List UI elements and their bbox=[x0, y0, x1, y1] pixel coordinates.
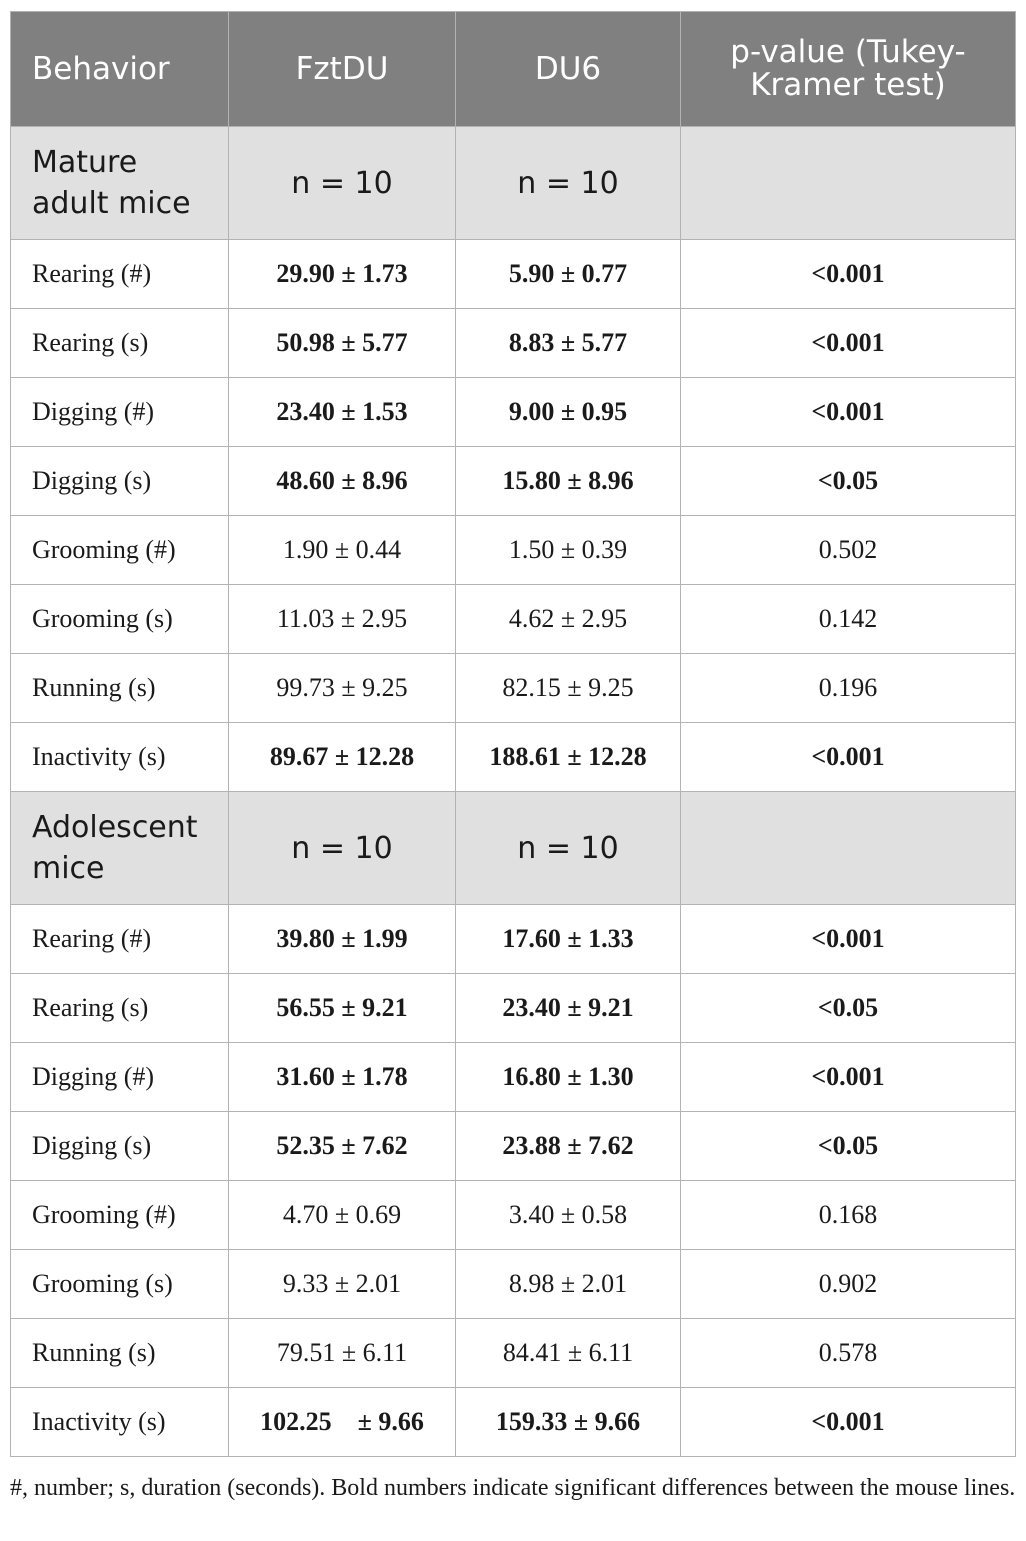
table-row bbox=[11, 309, 1016, 378]
table-row bbox=[11, 1319, 1016, 1388]
pvalue-cell: 0.142 bbox=[681, 585, 1016, 654]
behavior-cell: Digging (s) bbox=[11, 447, 229, 516]
table-row bbox=[11, 1112, 1016, 1181]
header-pvalue-line2: Kramer test) bbox=[750, 67, 946, 103]
fztdu-cell: 9.33 ± 2.01 bbox=[229, 1250, 456, 1319]
behavior-cell: Digging (#) bbox=[11, 378, 229, 447]
pvalue-cell: <0.001 bbox=[681, 240, 1016, 309]
du6-cell: 1.50 ± 0.39 bbox=[456, 516, 681, 585]
behavior-cell: Grooming (#) bbox=[11, 1181, 229, 1250]
table-row bbox=[11, 1388, 1016, 1457]
behavior-cell: Grooming (s) bbox=[11, 585, 229, 654]
header-row bbox=[11, 12, 1016, 127]
fztdu-cell: 99.73 ± 9.25 bbox=[229, 654, 456, 723]
behavior-cell: Digging (s) bbox=[11, 1112, 229, 1181]
du6-cell: 15.80 ± 8.96 bbox=[456, 447, 681, 516]
group-label-line1: Adolescent bbox=[32, 810, 198, 845]
group-empty bbox=[681, 127, 1016, 240]
table-row bbox=[11, 585, 1016, 654]
du6-cell: 188.61 ± 12.28 bbox=[456, 723, 681, 792]
group-n-fztdu: n = 10 bbox=[229, 127, 456, 240]
group-n-du6: n = 10 bbox=[456, 792, 681, 905]
group-label bbox=[11, 127, 229, 240]
pvalue-cell: <0.05 bbox=[681, 974, 1016, 1043]
group-label-line1: Mature bbox=[32, 145, 138, 180]
fztdu-cell: 1.90 ± 0.44 bbox=[229, 516, 456, 585]
pvalue-cell: <0.001 bbox=[681, 723, 1016, 792]
table-row bbox=[11, 654, 1016, 723]
group-label bbox=[11, 792, 229, 905]
fztdu-cell: 4.70 ± 0.69 bbox=[229, 1181, 456, 1250]
group-n-du6: n = 10 bbox=[456, 127, 681, 240]
behavior-cell: Running (s) bbox=[11, 1319, 229, 1388]
behavior-table bbox=[10, 11, 1016, 1457]
group-label-line2: mice bbox=[32, 851, 105, 886]
table-row bbox=[11, 905, 1016, 974]
pvalue-cell: <0.05 bbox=[681, 447, 1016, 516]
group-empty bbox=[681, 792, 1016, 905]
table-row bbox=[11, 1250, 1016, 1319]
pvalue-cell: <0.001 bbox=[681, 378, 1016, 447]
du6-cell: 3.40 ± 0.58 bbox=[456, 1181, 681, 1250]
table-row bbox=[11, 723, 1016, 792]
fztdu-cell: 29.90 ± 1.73 bbox=[229, 240, 456, 309]
du6-cell: 17.60 ± 1.33 bbox=[456, 905, 681, 974]
behavior-cell: Rearing (s) bbox=[11, 309, 229, 378]
header-fztdu: FztDU bbox=[229, 12, 456, 127]
du6-cell: 84.41 ± 6.11 bbox=[456, 1319, 681, 1388]
fztdu-cell: 56.55 ± 9.21 bbox=[229, 974, 456, 1043]
du6-cell: 9.00 ± 0.95 bbox=[456, 378, 681, 447]
behavior-cell: Digging (#) bbox=[11, 1043, 229, 1112]
du6-cell: 8.83 ± 5.77 bbox=[456, 309, 681, 378]
group-row-adolescent bbox=[11, 792, 1016, 905]
du6-cell: 5.90 ± 0.77 bbox=[456, 240, 681, 309]
table-container bbox=[10, 11, 1015, 1457]
behavior-cell: Rearing (s) bbox=[11, 974, 229, 1043]
fztdu-cell: 31.60 ± 1.78 bbox=[229, 1043, 456, 1112]
group-label-line2: adult mice bbox=[32, 186, 191, 221]
fztdu-cell: 102.25 ± 9.66 bbox=[229, 1388, 456, 1457]
behavior-cell: Grooming (#) bbox=[11, 516, 229, 585]
pvalue-cell: <0.001 bbox=[681, 1388, 1016, 1457]
header-du6: DU6 bbox=[456, 12, 681, 127]
du6-cell: 159.33 ± 9.66 bbox=[456, 1388, 681, 1457]
du6-cell: 23.88 ± 7.62 bbox=[456, 1112, 681, 1181]
table-row bbox=[11, 516, 1016, 585]
table-row bbox=[11, 447, 1016, 516]
pvalue-cell: 0.168 bbox=[681, 1181, 1016, 1250]
behavior-cell: Rearing (#) bbox=[11, 905, 229, 974]
pvalue-cell: 0.196 bbox=[681, 654, 1016, 723]
pvalue-cell: <0.001 bbox=[681, 1043, 1016, 1112]
table-row bbox=[11, 378, 1016, 447]
table-row bbox=[11, 1043, 1016, 1112]
header-pvalue-line1: p-value (Tukey- bbox=[730, 34, 966, 70]
table-row bbox=[11, 1181, 1016, 1250]
pvalue-cell: <0.001 bbox=[681, 309, 1016, 378]
fztdu-cell: 48.60 ± 8.96 bbox=[229, 447, 456, 516]
group-row-mature bbox=[11, 127, 1016, 240]
pvalue-cell: 0.578 bbox=[681, 1319, 1016, 1388]
fztdu-cell: 50.98 ± 5.77 bbox=[229, 309, 456, 378]
fztdu-cell: 23.40 ± 1.53 bbox=[229, 378, 456, 447]
du6-cell: 82.15 ± 9.25 bbox=[456, 654, 681, 723]
behavior-cell: Inactivity (s) bbox=[11, 723, 229, 792]
du6-cell: 4.62 ± 2.95 bbox=[456, 585, 681, 654]
du6-cell: 8.98 ± 2.01 bbox=[456, 1250, 681, 1319]
behavior-cell: Inactivity (s) bbox=[11, 1388, 229, 1457]
table-row bbox=[11, 240, 1016, 309]
pvalue-cell: <0.05 bbox=[681, 1112, 1016, 1181]
header-pvalue bbox=[681, 12, 1016, 127]
behavior-cell: Grooming (s) bbox=[11, 1250, 229, 1319]
table-footnote: #, number; s, duration (seconds). Bold numbers indicate significant differences between the mouse lines. bbox=[10, 1475, 1016, 1501]
du6-cell: 23.40 ± 9.21 bbox=[456, 974, 681, 1043]
fztdu-cell: 52.35 ± 7.62 bbox=[229, 1112, 456, 1181]
behavior-cell: Rearing (#) bbox=[11, 240, 229, 309]
header-behavior: Behavior bbox=[11, 12, 229, 127]
pvalue-cell: 0.502 bbox=[681, 516, 1016, 585]
du6-cell: 16.80 ± 1.30 bbox=[456, 1043, 681, 1112]
fztdu-cell: 79.51 ± 6.11 bbox=[229, 1319, 456, 1388]
fztdu-cell: 39.80 ± 1.99 bbox=[229, 905, 456, 974]
pvalue-cell: 0.902 bbox=[681, 1250, 1016, 1319]
fztdu-cell: 89.67 ± 12.28 bbox=[229, 723, 456, 792]
behavior-cell: Running (s) bbox=[11, 654, 229, 723]
fztdu-cell: 11.03 ± 2.95 bbox=[229, 585, 456, 654]
group-n-fztdu: n = 10 bbox=[229, 792, 456, 905]
table-row bbox=[11, 974, 1016, 1043]
pvalue-cell: <0.001 bbox=[681, 905, 1016, 974]
